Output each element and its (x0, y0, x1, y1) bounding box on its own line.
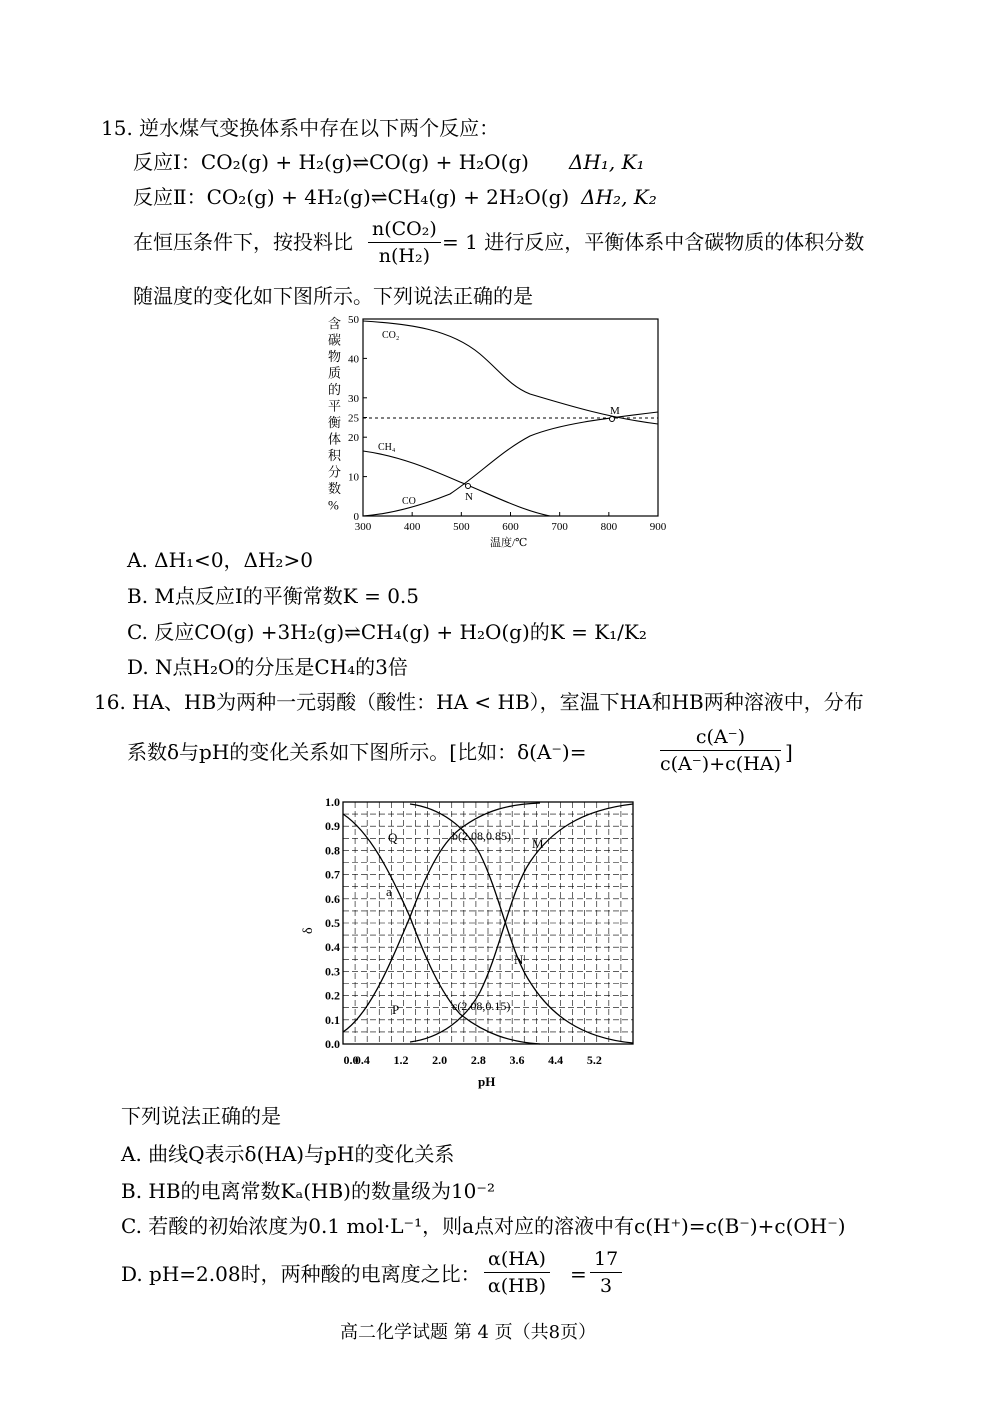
page-footer: 高二化学试题 第 4 页（共8页） (340, 1322, 597, 1343)
q15-ylabel (328, 316, 342, 513)
q15-ytick-label: 50 (348, 314, 359, 326)
q15-ytick-label: 40 (348, 353, 359, 366)
q16-label-m: M (532, 836, 544, 851)
q16-ylabel: δ (301, 927, 316, 934)
q16-ytick-label: 0.8 (325, 843, 340, 858)
q15-chart (320, 314, 670, 552)
q15-ytick-label: 30 (348, 392, 359, 405)
q16-ytick-label: 0.6 (325, 891, 340, 906)
q15-xtick-label: 700 (551, 521, 568, 533)
q16-ratio-value (590, 1246, 622, 1299)
q16-xtick-label: 4.4 (548, 1053, 564, 1067)
q16-option-d-equals: = (570, 1262, 587, 1286)
q16-ytick-label: 1.0 (325, 795, 340, 809)
q15-xlabel: 温度/℃ (490, 537, 528, 549)
q15-reaction-1 (133, 150, 645, 174)
q16-xtick-label: 1.2 (393, 1053, 409, 1067)
q16-label-p: P (392, 1002, 400, 1017)
q15-condition-pre: 在恒压条件下，按投料比 (133, 230, 353, 254)
q16-option-c: C. 若酸的初始浓度为0.1 mol·L⁻¹，则a点对应的溶液中有c(H⁺)=c(B⁻)+c(OH⁻) (121, 1214, 846, 1238)
q15-option-c: C. 反应CO(g) +3H₂(g)⇌CH₄(g) + H₂O(g)的K = K₁/K₂ (127, 620, 647, 644)
q16-ytick-label: 0.0 (325, 1037, 340, 1051)
q15-label-co: CO (402, 496, 416, 507)
q15-condition-line2: 随温度的变化如下图所示。下列说法正确的是 (133, 284, 533, 308)
q15-ylabel-char: 平 (328, 398, 342, 414)
q16-alpha-fraction (484, 1246, 550, 1299)
q15-reaction-2 (133, 185, 657, 209)
q15-xtick-label: 300 (354, 521, 372, 533)
ratio-numerator: n(CO₂) (368, 216, 441, 243)
q15-ylabel-char: 物 (328, 349, 342, 364)
q15-ylabel-char: 的 (328, 382, 342, 397)
q15-ytick-label: 0 (353, 511, 359, 523)
q16-label-c: c(2.08,0.15) (452, 999, 511, 1013)
q15-ylabel-char: 数 (328, 481, 342, 496)
delta-numerator: c(A⁻) (660, 724, 781, 751)
q15-ytick-label: 10 (348, 471, 359, 484)
ratio-value-denominator: 3 (600, 1275, 613, 1297)
q16-xtick-label: 0.4 (354, 1053, 370, 1067)
q15-option-a: A. ΔH₁<0，ΔH₂>0 (127, 548, 313, 572)
q15-xtick-label: 500 (453, 521, 470, 533)
q16-xtick-label: 0.0 (343, 1053, 359, 1067)
q15-feed-ratio (368, 216, 441, 269)
q15-xtick-label: 400 (403, 521, 421, 533)
q15-label-m: M (610, 405, 620, 417)
q16-label-n: N (514, 952, 524, 967)
q15-option-b: B. M点反应Ⅰ的平衡常数K = 0.5 (127, 584, 420, 608)
reaction-1-label: 反应Ⅰ： (133, 150, 201, 174)
q16-prompt: 下列说法正确的是 (121, 1104, 281, 1128)
q15-xtick-label: 900 (649, 521, 667, 533)
q16-xlabel: pH (478, 1074, 496, 1089)
ratio-denominator: n(H₂) (378, 245, 431, 267)
q16-option-a: A. 曲线Q表示δ(HA)与pH的变化关系 (121, 1142, 455, 1166)
q15-point-n (466, 484, 471, 489)
reaction-1-params: ΔH₁, K₁ (568, 150, 645, 174)
q15-ylabel-char: % (328, 497, 339, 513)
q15-ylabel-char: 体 (328, 431, 342, 447)
q15-xtick-label: 800 (600, 521, 618, 533)
q15-xtick-label: 600 (502, 521, 519, 533)
q15-ylabel-char: 分 (328, 464, 342, 480)
q16-ytick-label: 0.1 (325, 1012, 340, 1027)
q16-ytick-label: 0.9 (325, 819, 340, 834)
q15-ytick-label: 25 (348, 412, 359, 425)
q16-stem: 16. HA、HB为两种一元弱酸（酸性：HA < HB），室温下HA和HB两种溶液中，分布 (94, 690, 864, 714)
alpha-numerator: α(HA) (484, 1246, 550, 1273)
q15-label-n: N (465, 491, 473, 503)
alpha-denominator: α(HB) (487, 1275, 547, 1297)
q16-xtick-label: 2.0 (432, 1053, 448, 1067)
q15-ylabel-char: 含 (328, 316, 342, 331)
q16-label-q: Q (388, 830, 398, 845)
ratio-value-numerator: 17 (590, 1246, 622, 1273)
q16-xtick-label: 2.8 (470, 1053, 486, 1067)
q15-condition-post: = 1 进行反应，平衡体系中含碳物质的体积分数 (442, 230, 865, 254)
q16-delta-fraction (660, 724, 781, 777)
q16-option-b: B. HB的电离常数Kₐ(HB)的数量级为10⁻² (121, 1179, 495, 1203)
q16-ytick-label: 0.5 (325, 916, 340, 930)
q16-close-bracket: ] (785, 740, 793, 764)
q15-ylabel-char: 积 (328, 448, 342, 463)
q16-option-d-prefix: D. pH=2.08时，两种酸的电离度之比： (121, 1262, 481, 1286)
q15-point-m (610, 417, 615, 422)
q15-ylabel-char: 衡 (328, 415, 342, 430)
q16-label-a: a (386, 884, 392, 899)
q16-ytick-label: 0.7 (325, 867, 340, 882)
reaction-2-equation: CO₂(g) + 4H₂(g)⇌CH₄(g) + 2H₂O(g) (206, 185, 570, 209)
q16-xtick-label: 5.2 (586, 1053, 602, 1067)
q15-ylabel-char: 碳 (328, 332, 342, 348)
q16-xtick-label: 3.6 (509, 1053, 525, 1067)
reaction-1-equation: CO₂(g) + H₂(g)⇌CO(g) + H₂O(g) (200, 150, 529, 174)
q15-ylabel-char: 质 (328, 365, 342, 381)
q16-chart (300, 792, 650, 1092)
q16-ytick-label: 0.2 (325, 988, 340, 1003)
q15-label-ch4: CH₄ (378, 442, 396, 453)
delta-denominator: c(A⁻)+c(HA) (660, 753, 781, 775)
q16-stem-2: 系数δ与pH的变化关系如下图所示。[比如：δ(A⁻)= (127, 740, 587, 764)
reaction-2-label: 反应Ⅱ： (133, 185, 207, 209)
q16-ytick-label: 0.3 (325, 964, 340, 979)
q15-curve-ch4 (363, 451, 550, 516)
reaction-2-params: ΔH₂, K₂ (581, 185, 657, 209)
q16-label-b: b(2.08,0.85) (452, 829, 511, 843)
q16-ytick-label: 0.4 (325, 940, 340, 955)
q16-curve-n (410, 804, 633, 1043)
q15-option-d: D. N点H₂O的分压是CH₄的3倍 (127, 655, 408, 679)
q15-label-co2: CO₂ (382, 330, 400, 341)
q15-ytick-label: 20 (348, 432, 359, 445)
q15-stem: 15. 逆水煤气变换体系中存在以下两个反应： (101, 116, 500, 140)
